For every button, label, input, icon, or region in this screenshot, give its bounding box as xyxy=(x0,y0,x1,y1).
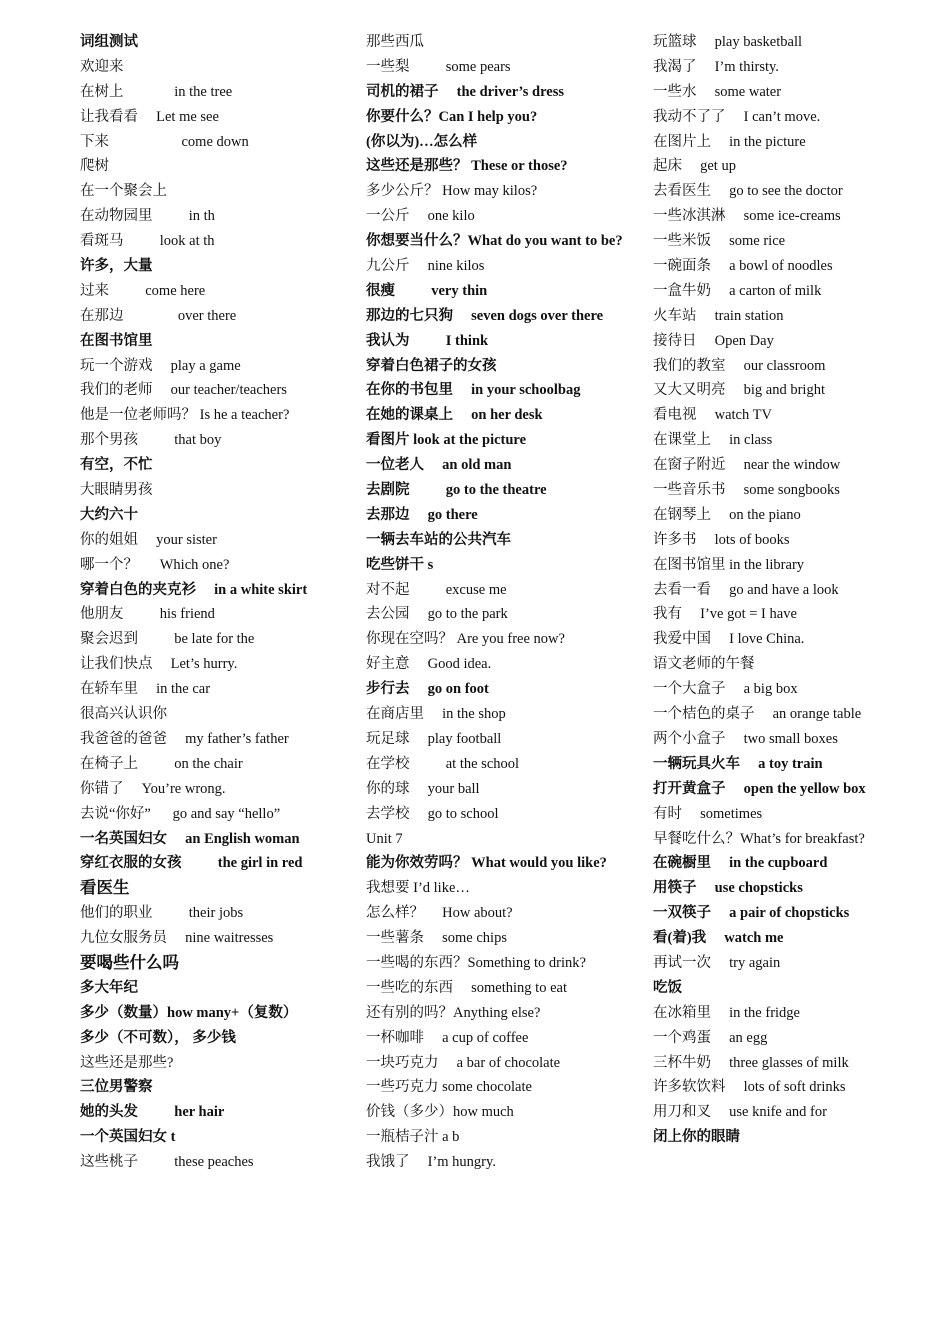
phrase-line: 能为你效劳吗？ What would you like? xyxy=(366,855,607,872)
phrase-line: 那个男孩 that boy xyxy=(80,432,222,449)
phrase-line: 让我们快点 Let’s hurry. xyxy=(80,656,238,673)
phrase-line: 闭上你的眼睛 xyxy=(653,1129,740,1146)
phrase-line: 多少公斤？ How may kilos? xyxy=(366,183,538,200)
phrase-line: 爬树 xyxy=(80,158,109,175)
phrase-line: 在学校 at the school xyxy=(366,755,520,772)
phrase-line: 对不起 excuse me xyxy=(366,581,507,598)
phrase-line: 让我看看 Let me see xyxy=(80,108,219,125)
phrase-line: 在一个聚会上 xyxy=(80,183,167,200)
phrase-line: 多少（数量）how many+（复数） xyxy=(80,1004,298,1021)
phrase-line: 一块巧克力 a bar of chocolate xyxy=(366,1054,561,1071)
phrase-line: 在窗子附近 near the window xyxy=(653,457,841,474)
vocab-column-3 xyxy=(653,30,943,1150)
phrase-line: 一双筷子 a pair of chopsticks xyxy=(653,905,850,922)
phrase-line: 起床 get up xyxy=(653,158,736,175)
phrase-line: 一盒牛奶 a carton of milk xyxy=(653,282,822,299)
phrase-line: 九位女服务员 nine waitresses xyxy=(80,930,274,947)
phrase-line: 去剧院 go to the theatre xyxy=(366,482,547,499)
phrase-line: 吃些饼干 s xyxy=(366,556,434,573)
phrase-line: 我饿了 I’m hungry. xyxy=(366,1154,496,1171)
phrase-line: 打开黄盒子 open the yellow box xyxy=(653,780,866,797)
phrase-line: 玩篮球 play basketball xyxy=(653,34,802,50)
phrase-line: 一个大盒子 a big box xyxy=(653,681,798,698)
phrase-line: 一些喝的东西？Something to drink? xyxy=(366,954,586,971)
phrase-line: 我想要 I’d like… xyxy=(366,880,470,897)
phrase-line: 一些冰淇淋 some ice-creams xyxy=(653,208,841,225)
phrase-line: 哪一个？ Which one? xyxy=(80,556,230,573)
phrase-line: 那边的七只狗 seven dogs over there xyxy=(366,307,604,324)
phrase-line: 看图片 look at the picture xyxy=(366,432,527,449)
phrase-line: 许多书 lots of books xyxy=(653,531,790,548)
phrase-line: (你以为)…怎么样 xyxy=(366,133,478,150)
phrase-line: 两个小盒子 two small boxes xyxy=(653,730,838,747)
phrase-line: 聚会迟到 be late for the xyxy=(80,631,255,648)
phrase-line: 她的头发 her hair xyxy=(80,1104,225,1121)
phrase-line: 玩足球 play football xyxy=(366,730,502,747)
phrase-line: 接待日 Open Day xyxy=(653,332,774,349)
phrase-line: 三位男警察 xyxy=(80,1079,153,1096)
phrase-line: 你错了 You’re wrong. xyxy=(80,780,226,797)
phrase-line: 他朋友 his friend xyxy=(80,606,215,623)
phrase-line: 我渴了 I’m thirsty. xyxy=(653,58,779,75)
phrase-line: 在碗橱里 in the cupboard xyxy=(653,855,828,872)
phrase-line: 穿着白色裙子的女孩 xyxy=(366,357,497,374)
phrase-line: 许多软饮料 lots of soft drinks xyxy=(653,1079,846,1096)
vocab-column-2 xyxy=(366,30,641,1175)
phrase-line: 你的球 your ball xyxy=(366,780,480,797)
phrase-line: 我们的教室 our classroom xyxy=(653,357,826,374)
phrase-line: 一辆去车站的公共汽车 xyxy=(366,531,511,548)
phrase-line: 要喝些什么吗 xyxy=(80,952,179,972)
phrase-line: 这些还是那些？ These or those? xyxy=(366,158,568,175)
phrase-line: 他们的职业 their jobs xyxy=(80,905,244,922)
phrase-line: 一位老人 an old man xyxy=(366,457,512,474)
phrase-line: 早餐吃什么？What’s for breakfast? xyxy=(653,830,865,847)
phrase-line: 去看一看 go and have a look xyxy=(653,581,839,598)
phrase-line: 大眼睛男孩 xyxy=(80,482,153,499)
phrase-line: 好主意 Good idea. xyxy=(366,656,492,673)
phrase-line: 你的姐姐 your sister xyxy=(80,531,217,548)
phrase-line: 你想要当什么？What do you want to be? xyxy=(366,233,623,250)
phrase-line: 一个英国妇女 t xyxy=(80,1129,176,1146)
phrase-line: 大约六十 xyxy=(80,506,138,523)
phrase-line: 一杯咖啡 a cup of coffee xyxy=(366,1029,529,1046)
phrase-line: 穿红衣服的女孩 the girl in red xyxy=(80,855,303,872)
phrase-line: 一碗面条 a bowl of noodles xyxy=(653,258,833,275)
phrase-line: 再试一次 try again xyxy=(653,954,781,971)
phrase-line: 去那边 go there xyxy=(366,506,478,523)
phrase-line: 我爸爸的爸爸 my father’s father xyxy=(80,730,289,747)
phrase-line: 多少（不可数）， 多少钱 xyxy=(80,1029,236,1046)
phrase-line: 下来 come down xyxy=(80,133,249,150)
phrase-line: 看(着)我 watch me xyxy=(653,930,784,947)
phrase-line: 看斑马 look at th xyxy=(80,233,215,250)
phrase-line: 这些还是那些? xyxy=(80,1054,174,1071)
phrase-line: 看医生 xyxy=(80,878,130,898)
phrase-line: 在图片上 in the picture xyxy=(653,133,806,150)
phrase-line: 一些米饭 some rice xyxy=(653,233,786,250)
phrase-line: 我有 I’ve got = I have xyxy=(653,606,797,623)
phrase-line: 在冰箱里 in the fridge xyxy=(653,1004,800,1021)
phrase-line: 有空，不忙 xyxy=(80,457,153,474)
phrase-line: Unit 7 xyxy=(366,830,403,847)
phrase-line: 在轿车里 in the car xyxy=(80,681,211,698)
phrase-line: 在她的课桌上 on her desk xyxy=(366,407,543,424)
phrase-line: 在你的书包里 in your schoolbag xyxy=(366,382,581,399)
phrase-line: 在商店里 in the shop xyxy=(366,706,506,723)
phrase-line: 在钢琴上 on the piano xyxy=(653,506,801,523)
phrase-line: 去说“你好” go and say “hello” xyxy=(80,805,281,822)
phrase-line: 火车站 train station xyxy=(653,307,784,324)
phrase-line: 吃饭 xyxy=(653,979,682,996)
phrase-line: 一名英国妇女 an English woman xyxy=(80,830,300,847)
phrase-line: 多大年纪 xyxy=(80,979,138,996)
phrase-line: 过来 come here xyxy=(80,282,206,299)
phrase-line: 词组测试 xyxy=(80,34,138,50)
phrase-line: 一些吃的东西 something to eat xyxy=(366,979,567,996)
phrase-line: 很高兴认识你 xyxy=(80,706,167,723)
phrase-line: 怎么样？ How about? xyxy=(366,905,513,922)
phrase-line: 去学校 go to school xyxy=(366,805,499,822)
phrase-line: 一些薯条 some chips xyxy=(366,930,507,947)
phrase-line: 语文老师的午餐 xyxy=(653,656,755,673)
phrase-line: 九公斤 nine kilos xyxy=(366,258,485,275)
phrase-line: 我们的老师 our teacher/teachers xyxy=(80,382,287,399)
phrase-line: 看电视 watch TV xyxy=(653,407,772,424)
phrase-line: 用刀和叉 use knife and for xyxy=(653,1104,827,1121)
phrase-line: 司机的裙子 the driver’s dress xyxy=(366,83,565,100)
phrase-line: 这些桃子 these peaches xyxy=(80,1154,254,1171)
phrase-line: 一些水 some water xyxy=(653,83,782,100)
phrase-line: 又大又明亮 big and bright xyxy=(653,382,825,399)
phrase-line: 在那边 over there xyxy=(80,307,237,324)
phrase-line: 在椅子上 on the chair xyxy=(80,755,243,772)
phrase-line: 我爱中国 I love China. xyxy=(653,631,805,648)
phrase-line: 价钱（多少）how much xyxy=(366,1104,514,1121)
phrase-line: 一些巧克力 some chocolate xyxy=(366,1079,532,1096)
phrase-line: 在动物园里 in th xyxy=(80,208,215,225)
phrase-line: 一瓶桔子汁 a b xyxy=(366,1129,460,1146)
phrase-line: 玩一个游戏 play a game xyxy=(80,357,241,374)
phrase-line: 在树上 in the tree xyxy=(80,83,233,100)
phrase-line: 一个鸡蛋 an egg xyxy=(653,1029,768,1046)
phrase-line: 很瘦 very thin xyxy=(366,282,488,299)
phrase-line: 在图书馆里 in the library xyxy=(653,556,805,573)
phrase-line: 穿着白色的夹克衫 in a white skirt xyxy=(80,581,308,598)
phrase-line: 一公斤 one kilo xyxy=(366,208,475,225)
phrase-line: 欢迎来 xyxy=(80,58,124,75)
phrase-line: 你现在空吗？ Are you free now? xyxy=(366,631,565,648)
phrase-line: 用筷子 use chopsticks xyxy=(653,880,803,897)
phrase-line: 他是一位老师吗？ Is he a teacher? xyxy=(80,407,290,424)
phrase-line: 你要什么？Can I help you? xyxy=(366,108,538,125)
phrase-line: 有时 sometimes xyxy=(653,805,763,822)
phrase-line: 还有别的吗？Anything else? xyxy=(366,1004,541,1021)
phrase-line: 那些西瓜 xyxy=(366,34,424,50)
phrase-line: 我认为 I think xyxy=(366,332,489,349)
phrase-line: 一个桔色的桌子 an orange table xyxy=(653,706,862,723)
phrase-line: 步行去 go on foot xyxy=(366,681,489,698)
phrase-line: 去公园 go to the park xyxy=(366,606,508,623)
phrase-line: 许多，大量 xyxy=(80,258,153,275)
phrase-line: 去看医生 go to see the doctor xyxy=(653,183,843,200)
phrase-line: 一辆玩具火车 a toy train xyxy=(653,755,823,772)
phrase-line: 一些梨 some pears xyxy=(366,58,511,75)
phrase-line: 我动不了了 I can’t move. xyxy=(653,108,821,125)
phrase-line: 在图书馆里 xyxy=(80,332,153,349)
phrase-line: 三杯牛奶 three glasses of milk xyxy=(653,1054,849,1071)
phrase-line: 在课堂上 in class xyxy=(653,432,773,449)
vocab-column-1 xyxy=(80,30,350,1175)
phrase-line: 一些音乐书 some songbooks xyxy=(653,482,840,499)
